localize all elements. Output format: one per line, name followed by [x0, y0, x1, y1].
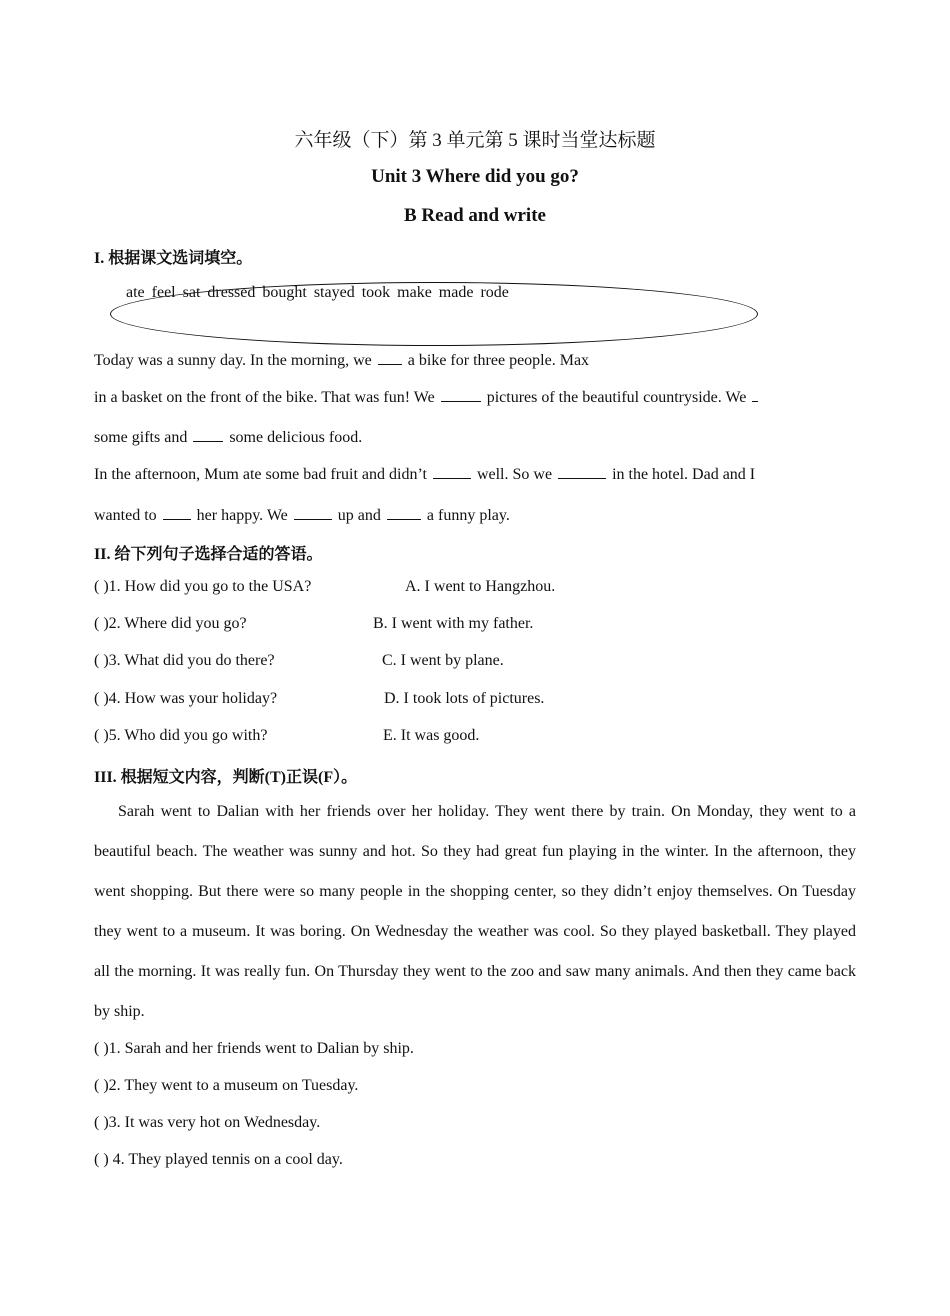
match-question-1: ( )1. How did you go to the USA? [94, 578, 312, 595]
tf-question-1: ( )1. Sarah and her friends went to Dalian by ship. [94, 1040, 414, 1057]
line-text: Today was a sunny day. In the morning, we [94, 352, 376, 369]
match-answer-b: B. I went with my father. [373, 615, 534, 632]
line-text: her happy. We [192, 507, 292, 524]
line-text: a funny play. [422, 507, 510, 524]
line-text: pictures of the beautiful countryside. We [482, 389, 751, 406]
match-answer-a: A. I went to Hangzhou. [405, 578, 556, 595]
match-answer-e: E. It was good. [383, 727, 480, 744]
blank[interactable] [378, 349, 402, 365]
blank[interactable] [433, 463, 471, 479]
line-text: some delicious food. [225, 429, 363, 446]
line-text: wanted to [94, 507, 161, 524]
line-text: a bike for three people. Max [403, 352, 590, 369]
section-1-heading: I. 根据课文选词填空。 [94, 250, 253, 267]
lesson-title: B Read and write [404, 205, 546, 226]
tf-question-4: ( ) 4. They played tennis on a cool day. [94, 1151, 343, 1168]
reading-passage: Sarah went to Dalian with her friends over her holiday. They went there by train. On Monday, they went to a beautiful beach. The weather was sunny and hot. So they had great fun playing in the winter. In the afternoon, they went shopping. But there were so many people in the shopping center, so they didn’t enjoy themselves. On Tuesday they went to a museum. It was boring. On Wednesday the weather was cool. So they played basketball. They played all the morning. It was really fun. On Thursday they went to the zoo and saw many animals. And then they came back by ship. [94, 803, 856, 1020]
fill-line-1 [94, 349, 589, 370]
line-text: some gifts and [94, 429, 192, 446]
line-text: well. So we [472, 466, 557, 483]
line-text: in the hotel. Dad and I [608, 466, 756, 483]
word-bank: ate feel sat dressed bought stayed took make made rode [126, 284, 509, 301]
fill-line-2 [94, 386, 760, 407]
blank[interactable] [441, 386, 481, 402]
section-2-heading: II. 给下列句子选择合适的答语。 [94, 546, 323, 563]
blank[interactable] [294, 504, 332, 520]
blank[interactable] [558, 463, 606, 479]
match-question-5: ( )5. Who did you go with? [94, 727, 268, 744]
section-3-heading: III. 根据短文内容，判断(T)正误(F）。 [94, 769, 358, 786]
match-question-3: ( )3. What did you do there? [94, 652, 275, 669]
tf-question-2: ( )2. They went to a museum on Tuesday. [94, 1077, 359, 1094]
blank[interactable] [752, 386, 758, 402]
line-text: in a basket on the front of the bike. That was fun! We [94, 389, 439, 406]
match-answer-d: D. I took lots of pictures. [384, 690, 545, 707]
line-text: up and [333, 507, 385, 524]
fill-line-4 [94, 463, 755, 484]
fill-line-3 [94, 426, 362, 447]
match-answer-c: C. I went by plane. [382, 652, 504, 669]
blank[interactable] [163, 504, 191, 520]
match-question-2: ( )2. Where did you go? [94, 615, 247, 632]
fill-line-5 [94, 504, 510, 525]
unit-title: Unit 3 Where did you go? [371, 166, 579, 187]
blank[interactable] [387, 504, 421, 520]
worksheet-title: 六年级（下）第 3 单元第 5 课时当堂达标题 [294, 130, 656, 151]
line-text: In the afternoon, Mum ate some bad fruit and didn’t [94, 466, 431, 483]
blank[interactable] [193, 426, 223, 442]
tf-question-3: ( )3. It was very hot on Wednesday. [94, 1114, 321, 1131]
match-question-4: ( )4. How was your holiday? [94, 690, 278, 707]
